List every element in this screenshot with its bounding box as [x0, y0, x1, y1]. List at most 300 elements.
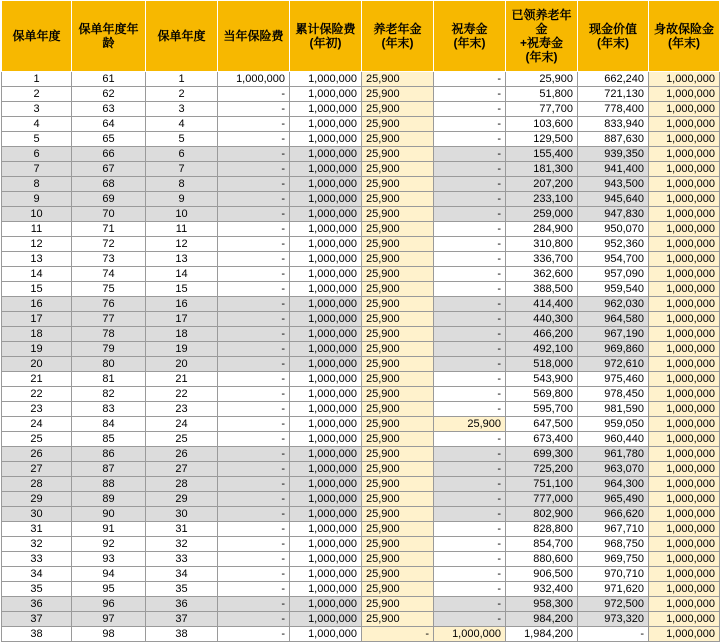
cell-policy-year: 9	[2, 192, 72, 207]
cell-longevity-benefit: -	[434, 222, 506, 237]
cell-annual-premium: -	[218, 282, 290, 297]
cell-death-benefit: 1,000,000	[649, 492, 720, 507]
cell-annual-premium: -	[218, 402, 290, 417]
cell-annual-premium: -	[218, 492, 290, 507]
cell-policy-year-2: 7	[146, 162, 218, 177]
cell-longevity-benefit: -	[434, 117, 506, 132]
cell-policy-age: 97	[72, 612, 146, 627]
cell-policy-year: 25	[2, 432, 72, 447]
cell-policy-year-2: 8	[146, 177, 218, 192]
cell-policy-year-2: 4	[146, 117, 218, 132]
table-row	[2, 417, 720, 432]
cell-cash-value: 964,300	[578, 477, 649, 492]
cell-cash-value: 954,700	[578, 252, 649, 267]
cell-cumulative-premium: 1,000,000	[290, 342, 362, 357]
cell-annual-premium: -	[218, 252, 290, 267]
cell-policy-year: 21	[2, 372, 72, 387]
cell-pension-annuity: 25,900	[362, 267, 434, 282]
table-row	[2, 327, 720, 342]
cell-policy-year: 26	[2, 447, 72, 462]
cell-death-benefit: 1,000,000	[649, 447, 720, 462]
cell-cumulative-premium: 1,000,000	[290, 147, 362, 162]
cell-annual-premium: -	[218, 237, 290, 252]
cell-cumulative-premium: 1,000,000	[290, 102, 362, 117]
header-pension-annuity	[362, 1, 434, 72]
cell-annual-premium: -	[218, 222, 290, 237]
cell-policy-year-2: 25	[146, 432, 218, 447]
cell-total-received: 854,700	[506, 537, 578, 552]
cell-death-benefit: 1,000,000	[649, 327, 720, 342]
cell-annual-premium: -	[218, 417, 290, 432]
cell-cash-value: 833,940	[578, 117, 649, 132]
cell-policy-year-2: 26	[146, 447, 218, 462]
cell-annual-premium: -	[218, 177, 290, 192]
cell-total-received: 906,500	[506, 567, 578, 582]
cell-annual-premium: -	[218, 357, 290, 372]
cell-total-received: 207,200	[506, 177, 578, 192]
cell-death-benefit: 1,000,000	[649, 207, 720, 222]
cell-annual-premium: -	[218, 117, 290, 132]
cell-policy-age: 66	[72, 147, 146, 162]
cell-policy-age: 79	[72, 342, 146, 357]
cell-policy-year-2: 14	[146, 267, 218, 282]
cell-policy-year-2: 21	[146, 372, 218, 387]
cell-policy-year-2: 6	[146, 147, 218, 162]
cell-policy-year-2: 3	[146, 102, 218, 117]
cell-policy-year-2: 38	[146, 627, 218, 642]
cell-cash-value: 960,440	[578, 432, 649, 447]
cell-total-received: 155,400	[506, 147, 578, 162]
cell-policy-year-2: 34	[146, 567, 218, 582]
cell-longevity-benefit: -	[434, 552, 506, 567]
cell-longevity-benefit: -	[434, 192, 506, 207]
cell-death-benefit: 1,000,000	[649, 342, 720, 357]
cell-death-benefit: 1,000,000	[649, 282, 720, 297]
cell-policy-age: 77	[72, 312, 146, 327]
cell-annual-premium: -	[218, 297, 290, 312]
cell-annual-premium: -	[218, 162, 290, 177]
cell-pension-annuity: 25,900	[362, 162, 434, 177]
cell-annual-premium: -	[218, 537, 290, 552]
cell-death-benefit: 1,000,000	[649, 462, 720, 477]
cell-policy-age: 96	[72, 597, 146, 612]
cell-longevity-benefit: -	[434, 372, 506, 387]
cell-cumulative-premium: 1,000,000	[290, 162, 362, 177]
table-row	[2, 282, 720, 297]
cell-cash-value: 939,350	[578, 147, 649, 162]
cell-cash-value: 967,710	[578, 522, 649, 537]
annuity-benefit-table	[1, 0, 720, 642]
cell-policy-year: 29	[2, 492, 72, 507]
cell-longevity-benefit: 25,900	[434, 417, 506, 432]
cell-policy-year-2: 5	[146, 132, 218, 147]
cell-policy-year: 18	[2, 327, 72, 342]
cell-cumulative-premium: 1,000,000	[290, 402, 362, 417]
cell-policy-year: 28	[2, 477, 72, 492]
cell-total-received: 751,100	[506, 477, 578, 492]
cell-policy-age: 85	[72, 432, 146, 447]
cell-total-received: 725,200	[506, 462, 578, 477]
cell-death-benefit: 1,000,000	[649, 432, 720, 447]
table-row	[2, 507, 720, 522]
cell-policy-year: 31	[2, 522, 72, 537]
cell-policy-year-2: 33	[146, 552, 218, 567]
cell-policy-year-2: 13	[146, 252, 218, 267]
table-row	[2, 177, 720, 192]
cell-longevity-benefit: -	[434, 282, 506, 297]
cell-cash-value: 959,050	[578, 417, 649, 432]
cell-policy-age: 94	[72, 567, 146, 582]
cell-policy-year-2: 1	[146, 72, 218, 87]
table-row	[2, 597, 720, 612]
cell-cash-value: 966,620	[578, 507, 649, 522]
cell-policy-year-2: 18	[146, 327, 218, 342]
header-longevity-benefit	[434, 1, 506, 72]
cell-policy-age: 90	[72, 507, 146, 522]
cell-pension-annuity: 25,900	[362, 147, 434, 162]
cell-death-benefit: 1,000,000	[649, 222, 720, 237]
cell-cash-value: 972,500	[578, 597, 649, 612]
cell-death-benefit: 1,000,000	[649, 87, 720, 102]
cell-annual-premium: -	[218, 477, 290, 492]
cell-annual-premium: -	[218, 522, 290, 537]
cell-longevity-benefit: -	[434, 477, 506, 492]
table-row	[2, 72, 720, 87]
cell-pension-annuity: 25,900	[362, 132, 434, 147]
cell-annual-premium: -	[218, 87, 290, 102]
cell-death-benefit: 1,000,000	[649, 552, 720, 567]
cell-pension-annuity: 25,900	[362, 342, 434, 357]
cell-policy-year: 32	[2, 537, 72, 552]
cell-total-received: 181,300	[506, 162, 578, 177]
header-line: 当年保险费	[223, 29, 284, 43]
cell-cumulative-premium: 1,000,000	[290, 252, 362, 267]
table-row	[2, 162, 720, 177]
cell-cash-value: 969,750	[578, 552, 649, 567]
cell-cash-value: 965,490	[578, 492, 649, 507]
cell-policy-year-2: 17	[146, 312, 218, 327]
cell-policy-age: 65	[72, 132, 146, 147]
cell-policy-year: 36	[2, 597, 72, 612]
cell-policy-age: 95	[72, 582, 146, 597]
cell-pension-annuity: 25,900	[362, 237, 434, 252]
cell-policy-age: 72	[72, 237, 146, 252]
header-line: 身故保险金	[653, 22, 714, 36]
cell-cumulative-premium: 1,000,000	[290, 87, 362, 102]
cell-cumulative-premium: 1,000,000	[290, 627, 362, 642]
cell-annual-premium: -	[218, 447, 290, 462]
cell-cash-value: 947,830	[578, 207, 649, 222]
cell-annual-premium: -	[218, 582, 290, 597]
cell-total-received: 595,700	[506, 402, 578, 417]
cell-pension-annuity: 25,900	[362, 417, 434, 432]
table-row	[2, 357, 720, 372]
cell-longevity-benefit: -	[434, 237, 506, 252]
cell-cash-value: 961,780	[578, 447, 649, 462]
cell-annual-premium: -	[218, 552, 290, 567]
cell-longevity-benefit: -	[434, 522, 506, 537]
cell-death-benefit: 1,000,000	[649, 132, 720, 147]
header-line: 保单年度	[157, 29, 206, 43]
cell-death-benefit: 1,000,000	[649, 192, 720, 207]
cell-cash-value: 887,630	[578, 132, 649, 147]
cell-cash-value: 959,540	[578, 282, 649, 297]
cell-total-received: 647,500	[506, 417, 578, 432]
cell-total-received: 828,800	[506, 522, 578, 537]
cell-cumulative-premium: 1,000,000	[290, 537, 362, 552]
cell-total-received: 777,000	[506, 492, 578, 507]
cell-pension-annuity: 25,900	[362, 222, 434, 237]
table-row	[2, 222, 720, 237]
cell-policy-age: 70	[72, 207, 146, 222]
cell-pension-annuity: 25,900	[362, 372, 434, 387]
table-row	[2, 147, 720, 162]
cell-policy-age: 74	[72, 267, 146, 282]
cell-pension-annuity: 25,900	[362, 567, 434, 582]
cell-longevity-benefit: -	[434, 72, 506, 87]
cell-policy-year: 34	[2, 567, 72, 582]
cell-death-benefit: 1,000,000	[649, 612, 720, 627]
cell-policy-age: 83	[72, 402, 146, 417]
cell-pension-annuity: -	[362, 627, 434, 642]
header-total-received	[506, 1, 578, 72]
cell-cumulative-premium: 1,000,000	[290, 222, 362, 237]
table-row	[2, 207, 720, 222]
cell-policy-age: 75	[72, 282, 146, 297]
cell-total-received: 673,400	[506, 432, 578, 447]
cell-policy-year-2: 27	[146, 462, 218, 477]
cell-total-received: 103,600	[506, 117, 578, 132]
cell-cash-value: 943,500	[578, 177, 649, 192]
cell-policy-year: 38	[2, 627, 72, 642]
cell-policy-year: 6	[2, 147, 72, 162]
header-line: 养老年金	[373, 22, 422, 36]
cell-total-received: 388,500	[506, 282, 578, 297]
cell-policy-age: 81	[72, 372, 146, 387]
header-line: +祝寿金	[519, 36, 563, 50]
cell-cash-value: 662,240	[578, 72, 649, 87]
cell-cumulative-premium: 1,000,000	[290, 597, 362, 612]
cell-policy-year-2: 32	[146, 537, 218, 552]
header-line: (年末)	[453, 36, 486, 50]
cell-longevity-benefit: -	[434, 267, 506, 282]
cell-policy-year: 11	[2, 222, 72, 237]
table-row	[2, 132, 720, 147]
cell-policy-year: 23	[2, 402, 72, 417]
cell-cumulative-premium: 1,000,000	[290, 552, 362, 567]
cell-policy-year: 10	[2, 207, 72, 222]
cell-cash-value: 950,070	[578, 222, 649, 237]
cell-policy-year-2: 20	[146, 357, 218, 372]
cell-longevity-benefit: -	[434, 132, 506, 147]
cell-cumulative-premium: 1,000,000	[290, 522, 362, 537]
cell-cumulative-premium: 1,000,000	[290, 462, 362, 477]
cell-policy-year: 1	[2, 72, 72, 87]
cell-policy-year: 7	[2, 162, 72, 177]
cell-policy-year-2: 24	[146, 417, 218, 432]
cell-death-benefit: 1,000,000	[649, 567, 720, 582]
cell-pension-annuity: 25,900	[362, 252, 434, 267]
cell-death-benefit: 1,000,000	[649, 312, 720, 327]
cell-cumulative-premium: 1,000,000	[290, 237, 362, 252]
cell-cash-value: 973,320	[578, 612, 649, 627]
cell-policy-age: 89	[72, 492, 146, 507]
cell-death-benefit: 1,000,000	[649, 597, 720, 612]
cell-policy-age: 76	[72, 297, 146, 312]
cell-policy-year: 19	[2, 342, 72, 357]
cell-policy-age: 82	[72, 387, 146, 402]
table-row	[2, 612, 720, 627]
cell-annual-premium: -	[218, 147, 290, 162]
header-cumulative-premium	[290, 1, 362, 72]
table-row	[2, 342, 720, 357]
cell-annual-premium: -	[218, 612, 290, 627]
cell-cumulative-premium: 1,000,000	[290, 567, 362, 582]
cell-policy-age: 91	[72, 522, 146, 537]
cell-policy-age: 68	[72, 177, 146, 192]
cell-cash-value: 721,130	[578, 87, 649, 102]
cell-total-received: 51,800	[506, 87, 578, 102]
table-header	[2, 1, 720, 72]
cell-cumulative-premium: 1,000,000	[290, 312, 362, 327]
cell-total-received: 25,900	[506, 72, 578, 87]
cell-pension-annuity: 25,900	[362, 387, 434, 402]
cell-policy-year: 4	[2, 117, 72, 132]
cell-longevity-benefit: -	[434, 207, 506, 222]
cell-policy-age: 69	[72, 192, 146, 207]
cell-cumulative-premium: 1,000,000	[290, 447, 362, 462]
table-row	[2, 102, 720, 117]
cell-cash-value: 975,460	[578, 372, 649, 387]
cell-policy-age: 84	[72, 417, 146, 432]
table-row	[2, 627, 720, 642]
cell-longevity-benefit: -	[434, 447, 506, 462]
cell-cash-value: 941,400	[578, 162, 649, 177]
cell-pension-annuity: 25,900	[362, 552, 434, 567]
cell-death-benefit: 1,000,000	[649, 537, 720, 552]
cell-policy-year: 14	[2, 267, 72, 282]
header-line: (年末)	[381, 36, 414, 50]
cell-death-benefit: 1,000,000	[649, 147, 720, 162]
cell-pension-annuity: 25,900	[362, 537, 434, 552]
cell-policy-year: 37	[2, 612, 72, 627]
cell-annual-premium: -	[218, 372, 290, 387]
cell-pension-annuity: 25,900	[362, 582, 434, 597]
cell-annual-premium: -	[218, 342, 290, 357]
cell-death-benefit: 1,000,000	[649, 117, 720, 132]
cell-policy-year: 27	[2, 462, 72, 477]
cell-policy-year: 5	[2, 132, 72, 147]
table-row	[2, 387, 720, 402]
cell-annual-premium: -	[218, 627, 290, 642]
table-row	[2, 567, 720, 582]
cell-death-benefit: 1,000,000	[649, 507, 720, 522]
cell-total-received: 1,984,200	[506, 627, 578, 642]
cell-pension-annuity: 25,900	[362, 282, 434, 297]
cell-annual-premium: 1,000,000	[218, 72, 290, 87]
cell-policy-year-2: 23	[146, 402, 218, 417]
cell-death-benefit: 1,000,000	[649, 72, 720, 87]
header-line: (年初)	[309, 36, 342, 50]
cell-pension-annuity: 25,900	[362, 102, 434, 117]
cell-cash-value: 945,640	[578, 192, 649, 207]
header-line: 保单年度年龄	[78, 22, 139, 50]
table-row	[2, 402, 720, 417]
cell-longevity-benefit: -	[434, 342, 506, 357]
cell-death-benefit: 1,000,000	[649, 522, 720, 537]
cell-total-received: 362,600	[506, 267, 578, 282]
header-policy-age	[72, 1, 146, 72]
cell-cumulative-premium: 1,000,000	[290, 612, 362, 627]
cell-longevity-benefit: -	[434, 387, 506, 402]
cell-policy-year: 33	[2, 552, 72, 567]
cell-pension-annuity: 25,900	[362, 492, 434, 507]
table-row	[2, 552, 720, 567]
cell-pension-annuity: 25,900	[362, 117, 434, 132]
cell-pension-annuity: 25,900	[362, 477, 434, 492]
cell-policy-year-2: 11	[146, 222, 218, 237]
header-row	[2, 1, 720, 72]
cell-cash-value: 967,190	[578, 327, 649, 342]
cell-cumulative-premium: 1,000,000	[290, 432, 362, 447]
cell-death-benefit: 1,000,000	[649, 627, 720, 642]
cell-cash-value: 964,580	[578, 312, 649, 327]
cell-longevity-benefit: -	[434, 252, 506, 267]
cell-longevity-benefit: -	[434, 432, 506, 447]
cell-pension-annuity: 25,900	[362, 612, 434, 627]
cell-cumulative-premium: 1,000,000	[290, 387, 362, 402]
cell-cumulative-premium: 1,000,000	[290, 207, 362, 222]
cell-cash-value: 962,030	[578, 297, 649, 312]
cell-longevity-benefit: -	[434, 537, 506, 552]
cell-total-received: 569,800	[506, 387, 578, 402]
table-row	[2, 447, 720, 462]
cell-longevity-benefit: -	[434, 177, 506, 192]
cell-total-received: 77,700	[506, 102, 578, 117]
cell-cumulative-premium: 1,000,000	[290, 417, 362, 432]
cell-cash-value: 778,400	[578, 102, 649, 117]
cell-annual-premium: -	[218, 312, 290, 327]
cell-annual-premium: -	[218, 462, 290, 477]
cell-policy-age: 71	[72, 222, 146, 237]
table-row	[2, 117, 720, 132]
cell-total-received: 259,000	[506, 207, 578, 222]
cell-policy-age: 93	[72, 552, 146, 567]
cell-policy-year: 8	[2, 177, 72, 192]
table-row	[2, 267, 720, 282]
cell-death-benefit: 1,000,000	[649, 162, 720, 177]
cell-total-received: 543,900	[506, 372, 578, 387]
cell-total-received: 440,300	[506, 312, 578, 327]
cell-policy-year-2: 12	[146, 237, 218, 252]
cell-policy-year: 12	[2, 237, 72, 252]
header-death-benefit	[649, 1, 720, 72]
cell-cash-value: -	[578, 627, 649, 642]
cell-longevity-benefit: -	[434, 462, 506, 477]
cell-death-benefit: 1,000,000	[649, 402, 720, 417]
cell-cumulative-premium: 1,000,000	[290, 327, 362, 342]
cell-longevity-benefit: -	[434, 297, 506, 312]
cell-pension-annuity: 25,900	[362, 447, 434, 462]
cell-total-received: 932,400	[506, 582, 578, 597]
cell-policy-age: 88	[72, 477, 146, 492]
cell-policy-year-2: 2	[146, 87, 218, 102]
header-cash-value	[578, 1, 649, 72]
cell-total-received: 129,500	[506, 132, 578, 147]
cell-cumulative-premium: 1,000,000	[290, 282, 362, 297]
table-row	[2, 522, 720, 537]
cell-policy-year-2: 36	[146, 597, 218, 612]
